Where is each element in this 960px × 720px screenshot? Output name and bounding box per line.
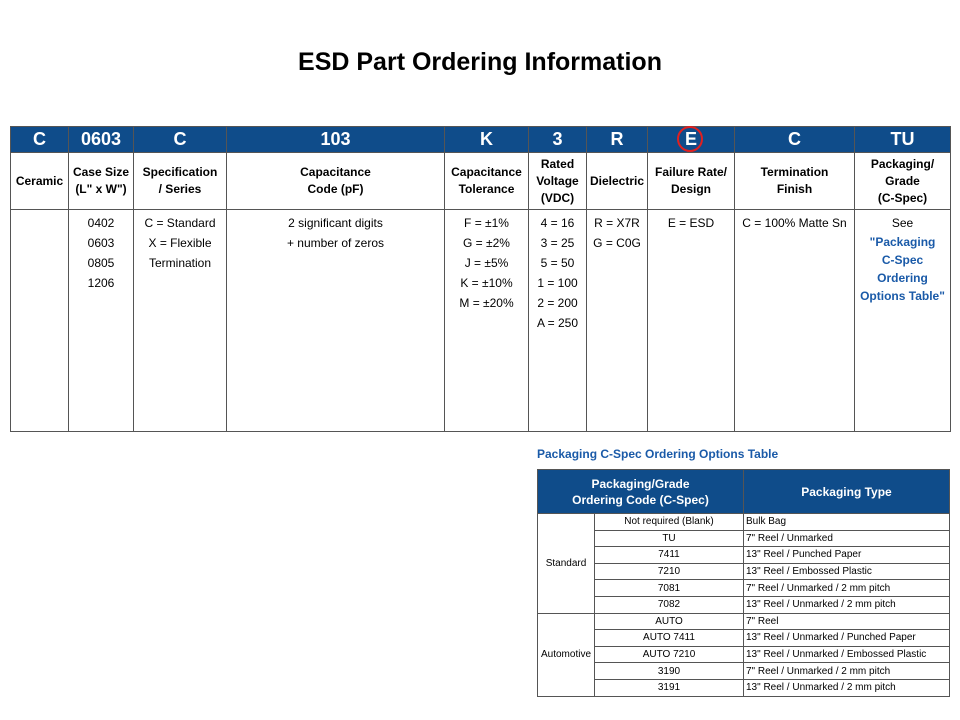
header-line: Finish xyxy=(776,182,813,196)
header-line: Specification xyxy=(142,165,218,179)
value-line: X = Flexible xyxy=(148,236,212,250)
cspec-code: 3191 xyxy=(595,679,744,696)
value-line: J = ±5% xyxy=(464,256,509,270)
code-letter: 103 xyxy=(320,129,351,149)
packaging-type: 13" Reel / Unmarked / 2 mm pitch xyxy=(744,596,950,613)
header-line: Design xyxy=(670,182,711,196)
packaging-type: 13" Reel / Unmarked / Embossed Plastic xyxy=(744,646,950,663)
packaging-values xyxy=(855,210,951,432)
table-row xyxy=(538,563,950,580)
packaging-ref-link[interactable] xyxy=(855,233,950,305)
code-letter: TU xyxy=(890,129,915,149)
value-line: 0603 xyxy=(87,236,115,250)
cspec-code: 7082 xyxy=(595,596,744,613)
packaging-type: Bulk Bag xyxy=(744,514,950,531)
value-line: C-Spec xyxy=(881,253,924,267)
value-line: G = ±2% xyxy=(463,236,510,250)
code-row xyxy=(11,127,951,153)
tolerance-values xyxy=(445,210,529,432)
header-line: Capacitance xyxy=(300,165,371,179)
value-line: A = 250 xyxy=(536,316,579,330)
table-row xyxy=(538,580,950,597)
packaging-see-text: See xyxy=(891,216,914,230)
header-line: Termination xyxy=(760,165,829,179)
header-cell xyxy=(69,153,134,210)
value-line: Termination xyxy=(148,256,212,270)
values-row xyxy=(11,210,951,432)
finish-values xyxy=(735,210,855,432)
header-line: Voltage xyxy=(536,173,579,188)
value-line: Ordering Code (C-Spec) xyxy=(572,492,709,507)
code-cell xyxy=(227,127,445,153)
cspec-code: 7210 xyxy=(595,563,744,580)
code-letter: 3 xyxy=(552,129,563,149)
value-line: E = ESD xyxy=(667,216,715,230)
value-line: R = X7R xyxy=(594,216,640,230)
value-line: 4 = 16 xyxy=(540,216,575,230)
table-row xyxy=(538,514,950,531)
code-cell xyxy=(587,127,648,153)
header-line: Grade xyxy=(885,173,920,188)
value-line: 5 = 50 xyxy=(540,256,575,270)
cspec-code: AUTO 7411 xyxy=(595,630,744,647)
header-line: Failure Rate/ xyxy=(654,165,728,179)
ceramic-values-cell xyxy=(11,210,69,432)
code-letter: C xyxy=(788,129,801,149)
header-cell xyxy=(134,153,227,210)
code-cell xyxy=(648,127,735,153)
failure-values xyxy=(648,210,735,432)
header-line: Rated xyxy=(540,156,575,171)
header-line: Dielectric xyxy=(589,173,645,188)
table-row xyxy=(538,530,950,547)
code-cell xyxy=(735,127,855,153)
value-line: F = ±1% xyxy=(464,216,509,230)
code-cell xyxy=(69,127,134,153)
highlight-circle xyxy=(677,126,703,152)
value-line: K = ±10% xyxy=(460,276,513,290)
code-letter: R xyxy=(610,129,624,149)
cspec-code: AUTO xyxy=(595,613,744,630)
code-letter: K xyxy=(480,129,493,149)
cspec-code: Not required (Blank) xyxy=(595,514,744,531)
value-line: 0402 xyxy=(87,216,115,230)
code-cell xyxy=(134,127,227,153)
value-line: C = Standard xyxy=(144,216,216,230)
cspec-code: AUTO 7210 xyxy=(595,646,744,663)
code-cell xyxy=(855,127,951,153)
value-line: 2 = 200 xyxy=(537,296,578,310)
value-line: Options Table" xyxy=(860,289,945,303)
header-line: (L" x W") xyxy=(75,182,127,196)
header-line: Code (pF) xyxy=(307,182,364,196)
table-row xyxy=(538,596,950,613)
value-line: M = ±20% xyxy=(459,296,514,310)
group-label: Automotive xyxy=(538,613,595,696)
value-line: C = 100% Matte Sn xyxy=(742,216,847,230)
header-cell xyxy=(648,153,735,210)
table-row xyxy=(538,679,950,696)
pkg-table-title: Packaging C-Spec Ordering Options Table xyxy=(537,447,779,461)
value-line: 0805 xyxy=(87,256,115,270)
packaging-type: 7" Reel / Unmarked xyxy=(744,530,950,547)
code-letter: C xyxy=(173,129,187,149)
value-line: G = C0G xyxy=(593,236,641,250)
value-line: 1206 xyxy=(87,276,115,290)
header-line: Ceramic xyxy=(15,173,64,188)
spec-values xyxy=(134,210,227,432)
code-letter: C xyxy=(33,129,46,149)
header-cell xyxy=(529,153,587,210)
cspec-code: TU xyxy=(595,530,744,547)
code-letter: E xyxy=(684,129,697,149)
table-row xyxy=(538,630,950,647)
value-line: 1 = 100 xyxy=(537,276,578,290)
code-cell xyxy=(529,127,587,153)
header-cell xyxy=(855,153,951,210)
table-row xyxy=(538,547,950,564)
dielectric-values xyxy=(587,210,648,432)
header-line: Capacitance xyxy=(451,165,522,179)
header-cell xyxy=(227,153,445,210)
ordering-table xyxy=(10,126,951,432)
header-cell xyxy=(445,153,529,210)
value-line: + number of zeros xyxy=(286,236,385,250)
table-row xyxy=(538,613,950,630)
code-letter: 0603 xyxy=(80,129,122,149)
packaging-type: 7" Reel / Unmarked / 2 mm pitch xyxy=(744,580,950,597)
packaging-type: 7" Reel xyxy=(744,613,950,630)
header-row xyxy=(11,153,951,210)
header-cell xyxy=(587,153,648,210)
header-cell xyxy=(11,153,69,210)
header-line: / Series xyxy=(158,182,202,196)
pkg-col-code-header xyxy=(538,470,744,514)
value-line: "Packaging xyxy=(869,235,936,249)
pkg-header-row xyxy=(538,470,950,514)
code-cell xyxy=(445,127,529,153)
page-title: ESD Part Ordering Information xyxy=(298,48,662,76)
header-line: Tolerance xyxy=(458,182,515,196)
group-label: Standard xyxy=(538,514,595,614)
value-line: 2 significant digits xyxy=(288,216,383,230)
packaging-type: 13" Reel / Embossed Plastic xyxy=(744,563,950,580)
case-size-values xyxy=(69,210,134,432)
table-row xyxy=(538,646,950,663)
packaging-type: 13" Reel / Unmarked / Punched Paper xyxy=(744,630,950,647)
value-line: Ordering xyxy=(877,271,928,285)
packaging-type: 13" Reel / Punched Paper xyxy=(744,547,950,564)
header-line: (VDC) xyxy=(540,190,575,205)
voltage-values xyxy=(529,210,587,432)
code-cell xyxy=(11,127,69,153)
cspec-code: 3190 xyxy=(595,663,744,680)
header-line: Case Size xyxy=(72,165,130,179)
packaging-type: 13" Reel / Unmarked / 2 mm pitch xyxy=(744,679,950,696)
header-line: (C-Spec) xyxy=(877,190,928,205)
cspec-code: 7081 xyxy=(595,580,744,597)
header-cell xyxy=(735,153,855,210)
pkg-col-type-header: Packaging Type xyxy=(744,470,950,514)
header-line: Packaging/ xyxy=(870,156,935,171)
value-line: Packaging/Grade xyxy=(591,476,690,491)
table-row xyxy=(538,663,950,680)
value-line: 3 = 25 xyxy=(540,236,575,250)
cspec-code: 7411 xyxy=(595,547,744,564)
cap-code-values xyxy=(227,210,445,432)
packaging-options-table xyxy=(537,469,950,697)
packaging-type: 7" Reel / Unmarked / 2 mm pitch xyxy=(744,663,950,680)
